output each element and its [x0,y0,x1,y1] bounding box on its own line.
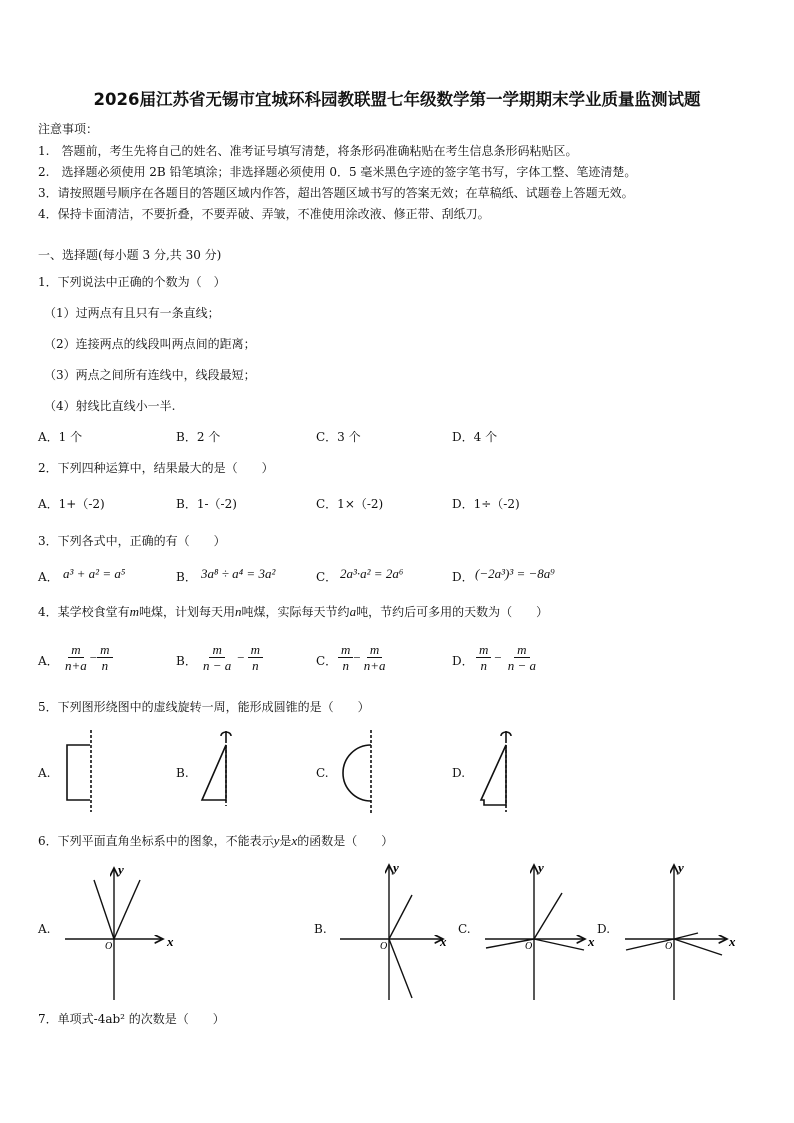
denominator: n+a [363,658,386,673]
denominator: n+a [65,658,87,673]
notice-item-2: 2. 选择题必须使用 2B 铅笔填涂；非选择题必须使用 0．5 毫米黑色字迹的签字笔书写，字体工整、笔迹清楚。 [38,165,637,179]
q6-option-c: C. [458,922,471,936]
numerator: m [338,642,353,658]
graph-line [674,933,698,939]
denominator: n [342,658,349,673]
numerator: m [97,642,112,658]
q5-option-d: D. [452,766,466,780]
q1-statement-3: （3）两点之间所有连线中，线段最短； [44,368,256,382]
q1-statement-2: （2）连接两点的线段叫两点间的距离； [44,337,256,351]
graph-line [389,939,412,998]
graph-line [534,893,562,939]
q1-option-b: B．2 个 [176,430,221,444]
denominator: n − a [507,658,537,673]
q3-option-a-label: A． [38,570,59,584]
q5-option-b: B. [176,766,189,780]
q1-option-c: C．3 个 [316,430,361,444]
q4-stem-part-3: 吨煤，实际每天节约 [241,605,350,619]
q3-option-b-label: B． [176,570,197,584]
q1-statement-4: （4）射线比直线小一半. [44,399,176,413]
q6-option-b: B. [314,922,327,936]
denominator: n − a [203,658,232,673]
q4-stem-var-n: n [235,604,242,619]
x-axis-label: x [440,934,447,949]
graph-line [674,939,722,955]
q3-option-a-expr: a³ + a² = a⁵ [63,566,126,581]
q1-statement-1: （1）过两点有且只有一条直线； [44,306,220,320]
minus-sign: − [494,650,502,665]
q4-option-c-label: C． [316,654,338,668]
q7-stem: 7．单项式-4ab² 的次数是（ ） [38,1012,225,1026]
q3-option-b-expr: 3a⁸ ÷ a⁴ = 3a² [201,566,276,581]
minus-sign: − [89,650,98,665]
numerator: m [248,642,263,658]
q4-stem-var-a: a [349,604,357,619]
denominator: n [252,658,259,673]
q2-option-b: B．1-（-2) [176,497,237,511]
denominator: n [101,658,109,673]
q4-option-b-label: B． [176,654,197,668]
numerator: m [476,642,491,658]
q2-option-c: C．1×（-2) [316,497,384,511]
graph-line [389,895,412,939]
q3-option-d-label: D． [452,570,474,584]
origin-label: O [380,941,388,952]
q3-option-c-label: C． [316,570,338,584]
q4-stem-var-m: m [129,604,140,619]
q2-stem: 2．下列四种运算中，结果最大的是（ ） [38,461,274,475]
y-axis-label: y [118,862,124,877]
notice-heading: 注意事项： [38,122,99,136]
q5-option-c: C. [316,766,329,780]
minus-sign: − [353,650,361,665]
section-heading: 一、选择题(每小题 3 分,共 30 分) [38,248,222,262]
x-axis-label: x [729,934,736,949]
y-axis-label: y [678,860,684,875]
numerator: m [209,642,224,658]
denominator: n [480,658,487,673]
q6-graph-d [625,865,727,1000]
q5-stem: 5．下列图形绕图中的虚线旋转一周，能形成圆锥的是（ ） [38,700,370,714]
y-axis-label: y [393,860,399,875]
notice-item-3: 3．请按照题号顺序在各题目的答题区域内作答，超出答题区域书写的答案无效；在草稿纸、试题卷上答题无效。 [38,186,634,200]
numerator: m [68,642,83,658]
q6-option-d: D. [597,922,611,936]
minus-sign: − [237,650,245,665]
y-axis-label: y [538,860,544,875]
q6-stem-var-x: x [291,833,298,848]
origin-label: O [665,941,673,952]
notice-item-4: 4．保持卡面清洁，不要折叠，不要弄破、弄皱，不准使用涂改液、修正带、刮纸刀。 [38,207,490,221]
graph-line [114,880,140,939]
origin-label: O [525,941,533,952]
q3-stem: 3．下列各式中，正确的有（ ） [38,534,226,548]
x-axis-label: x [167,934,174,949]
numerator: m [367,642,382,658]
q4-stem-part-1: 4．某学校食堂有 [38,605,130,619]
x-axis-label: x [588,934,595,949]
q6-stem-part-3: 的函数是（ ） [297,834,394,848]
q4-option-d-label: D． [452,654,474,668]
graph-line [534,939,584,950]
q4-stem-part-2: 吨煤，计划每天用 [139,605,236,619]
q4-stem-part-4: 吨，节约后可多用的天数为（ ） [356,605,549,619]
q6-graph-b [340,865,443,1000]
q2-option-a: A．1+（-2) [38,497,105,511]
q6-graph-a [65,868,163,1000]
q1-stem: 1．下列说法中正确的个数为（ ） [38,275,226,289]
q6-stem-var-y: y [273,833,280,848]
notice-item-1: 1. 答题前，考生先将自己的姓名、准考证号填写清楚，将条形码准确粘贴在考生信息条形码粘贴区。 [38,144,578,158]
q6-stem-part-1: 6．下列平面直角坐标系中的图象，不能表示 [38,834,274,848]
q3-option-c-expr: 2a³·a² = 2a⁶ [340,566,404,581]
q1-option-a: A．1 个 [38,430,83,444]
page-title: 2026届江苏省无锡市宜城环科园教联盟七年级数学第一学期期末学业质量监测试题 [93,90,701,109]
q2-option-d: D．1÷（-2) [452,497,520,511]
q6-graph-c [485,865,585,1000]
q3-option-d-expr: (−2a³)³ = −8a⁹ [475,566,555,581]
q1-option-d: D．4 个 [452,430,498,444]
graph-line [94,880,114,939]
q4-option-a-label: A． [38,654,59,668]
q5-option-a: A. [38,766,51,780]
q6-option-a: A. [38,922,51,936]
q6-stem-part-2: 是 [279,834,292,848]
origin-label: O [105,941,113,952]
numerator: m [514,642,529,658]
